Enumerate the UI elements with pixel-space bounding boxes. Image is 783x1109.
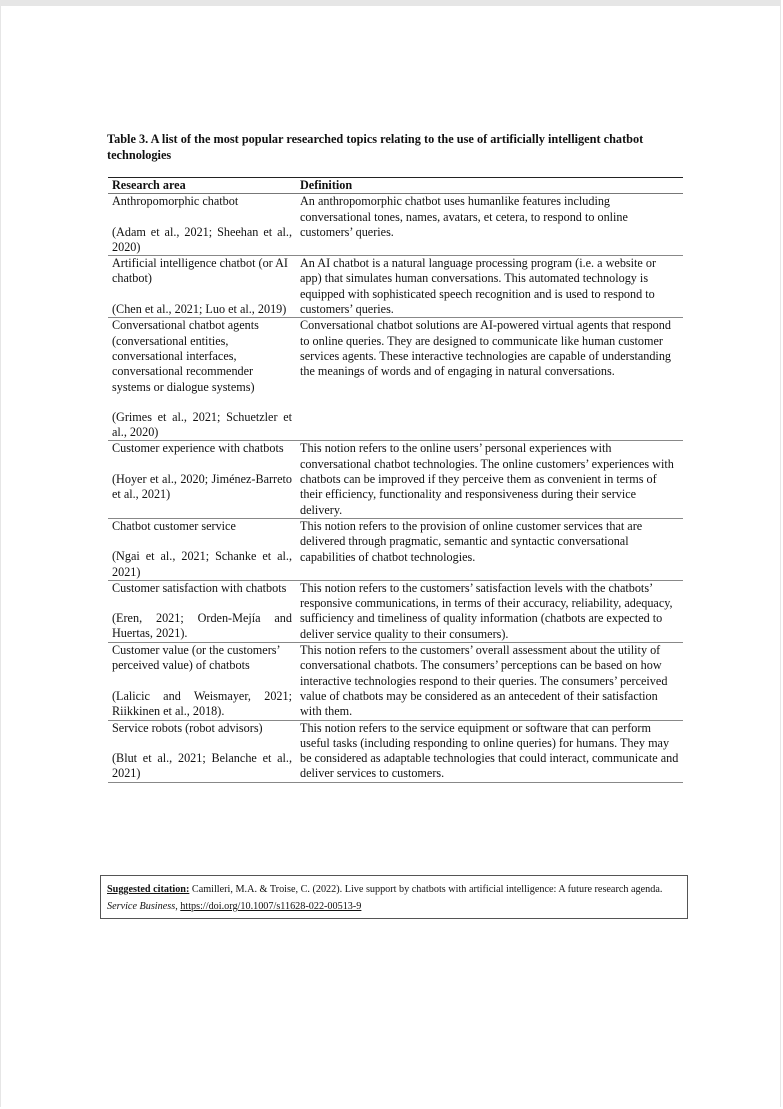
research-area-references: (Chen et al., 2021; Luo et al., 2019) xyxy=(112,301,287,316)
definition-cell xyxy=(296,720,683,782)
definition-cell xyxy=(296,518,683,580)
definition-text: This notion refers to the service equipment or software that can perform useful tasks (including responding to online queries) for humans. They may be considered as adaptable technologies that could interact, communicate and deliver services to customers. xyxy=(300,720,679,781)
research-area-name: Anthropomorphic chatbot xyxy=(112,194,239,209)
research-area-references: (Blut et al., 2021; Belanche et al., 2021) xyxy=(112,750,292,781)
research-area-references: (Eren, 2021; Orden-Mejía and Huertas, 2021). xyxy=(112,611,292,641)
definition-text: This notion refers to the customers’ satisfaction levels with the chatbots’ responsive communications, in terms of their accuracy, reliability, adequacy, sufficiency and timeliness of quality information (chatbots are expected to deliver service quality to their consumers). xyxy=(300,580,673,641)
table-header-row xyxy=(108,178,683,194)
definition-cell xyxy=(296,441,683,518)
column-header-definition: Definition xyxy=(296,178,683,194)
column-header-research-area: Research area xyxy=(108,178,296,194)
definition-text: An AI chatbot is a natural language processing program (i.e. a website or app) that simulates human conversations. This automated technology is equipped with sophisticated speech recognition and is used to respond to customers’ queries. xyxy=(300,256,657,317)
citation-journal: Service Business xyxy=(107,901,176,912)
definition-text: An anthropomorphic chatbot uses humanlike features including conversational tones, names, avatars, et cetera, to respond to online customers’ queries. xyxy=(300,194,628,239)
citation-separator: , xyxy=(175,901,181,912)
research-area-name: Artificial intelligence chatbot (or AI chatbot) xyxy=(112,256,288,286)
table-row xyxy=(108,580,683,642)
research-area-name: Customer satisfaction with chatbots xyxy=(112,580,287,595)
table-row xyxy=(108,441,683,518)
research-area-cell xyxy=(108,518,296,580)
research-area-cell xyxy=(108,318,296,441)
research-area-cell xyxy=(108,256,296,318)
citation-doi-link[interactable]: https://doi.org/10.1007/s11628-022-00513-9 xyxy=(180,901,362,912)
research-topics-table xyxy=(108,177,683,783)
definition-cell xyxy=(296,643,683,720)
definition-cell xyxy=(296,194,683,256)
research-area-cell xyxy=(108,580,296,642)
suggested-citation-box xyxy=(100,875,688,919)
research-area-references: (Grimes et al., 2021; Schuetzler et al., 2020) xyxy=(112,409,292,440)
table-row xyxy=(108,194,683,256)
citation-text: Camilleri, M.A. & Troise, C. (2022). Live support by chatbots with artificial intelligence: A future research agenda. xyxy=(189,884,663,895)
research-area-name: Service robots (robot advisors) xyxy=(112,720,263,735)
research-area-references: (Lalicic and Weismayer, 2021; Riikkinen et al., 2018). xyxy=(112,688,292,718)
research-area-cell xyxy=(108,441,296,518)
research-area-cell xyxy=(108,643,296,720)
research-area-references: (Hoyer et al., 2020; Jiménez-Barreto et al., 2021) xyxy=(112,471,292,502)
definition-cell xyxy=(296,256,683,318)
research-area-references: (Adam et al., 2021; Sheehan et al., 2020) xyxy=(112,224,292,254)
definition-text: Conversational chatbot solutions are AI-powered virtual agents that respond to online queries. They are designed to communicate like human customer services agents. These interactive technologies are capable of understanding the meanings of words and of engaging in natural conversations. xyxy=(300,318,672,379)
definition-cell xyxy=(296,318,683,441)
research-area-cell xyxy=(108,720,296,782)
table-row xyxy=(108,643,683,720)
research-area-name: Chatbot customer service xyxy=(112,518,236,533)
table-row xyxy=(108,518,683,580)
definition-text: This notion refers to the online users’ personal experiences with conversational chatbot technologies. The online customers’ experiences with chatbots can be improved if they perceive them as convenient in terms of their efficiency, functionality and responsiveness during their service delivery. xyxy=(300,441,674,517)
table-row xyxy=(108,318,683,441)
definition-text: This notion refers to the customers’ overall assessment about the utility of conversational chatbots. The consumers’ perceptions can be based on how interactive technologies respond to their queries. The consumers’ perceived value of chatbots may be considered as an antecedent of their satisfaction with them. xyxy=(300,643,668,719)
definition-text: This notion refers to the provision of online customer services that are delivered through pragmatic, semantic and syntactic conversational capabilities of chatbot technologies. xyxy=(300,518,643,564)
research-area-cell xyxy=(108,194,296,256)
table-caption: Table 3. A list of the most popular researched topics relating to the use of artificially intelligent chatbot technologies xyxy=(107,132,644,162)
research-area-references: (Ngai et al., 2021; Schanke et al., 2021) xyxy=(112,549,292,579)
research-area-name: Customer value (or the customers’ perceived value) of chatbots xyxy=(112,643,280,673)
table-row xyxy=(108,256,683,318)
research-area-name: Customer experience with chatbots xyxy=(112,441,284,456)
research-area-name: Conversational chatbot agents (conversational entities, conversational interfaces, conversational recommender systems or dialogue systems) xyxy=(112,318,259,394)
table-row xyxy=(108,720,683,782)
definition-cell xyxy=(296,580,683,642)
table-body xyxy=(108,194,683,782)
citation-label: Suggested citation: xyxy=(107,884,190,895)
